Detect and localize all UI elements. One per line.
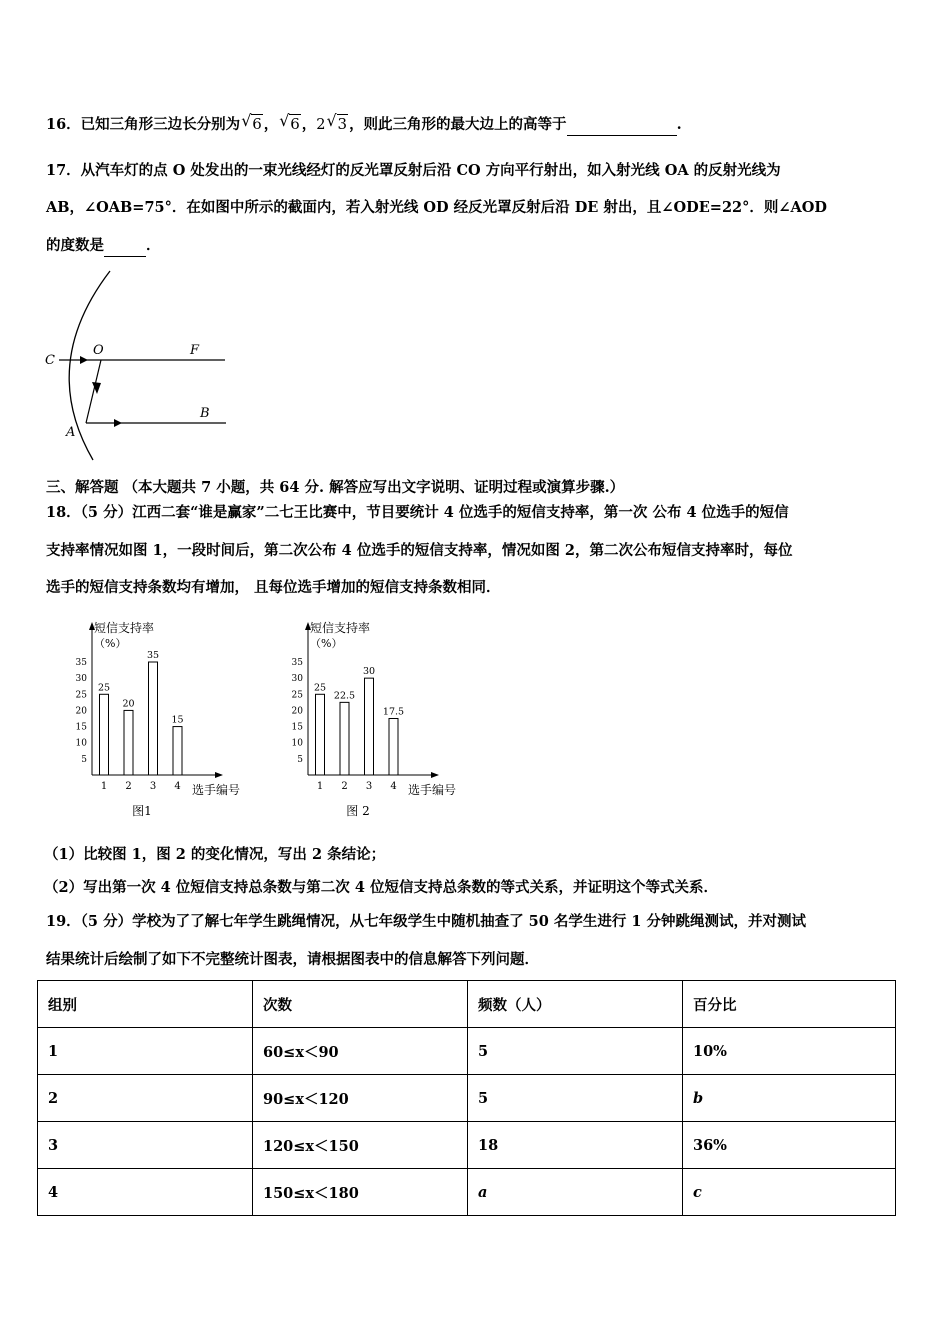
y-tick-label: 20 <box>291 706 303 717</box>
header-percentage: 百分比 <box>683 981 896 1028</box>
x-axis-label: 选手编号 <box>408 783 457 797</box>
header-group: 组别 <box>38 981 253 1028</box>
bar-chart-figure-1 <box>62 616 252 821</box>
cell-percentage: 10% <box>683 1028 896 1075</box>
x-tick-label: 4 <box>390 781 397 792</box>
arrow-ab <box>114 419 122 427</box>
cell-frequency: 18 <box>468 1122 683 1169</box>
cell-group: 1 <box>38 1028 253 1075</box>
bar-value-label: 17.5 <box>382 706 405 718</box>
answer-blank-16[interactable] <box>567 115 677 136</box>
bar <box>365 678 374 775</box>
y-tick-label: 30 <box>75 674 87 685</box>
y-tick-label: 35 <box>291 658 303 668</box>
label-b: B <box>200 406 210 421</box>
question-18-part1: （1）比较图 1，图 2 的变化情况，写出 2 条结论； <box>44 846 386 863</box>
frequency-table <box>37 980 896 1216</box>
question-18-line1: 18．（5 分）江西二套“谁是赢家”二七王比赛中，节目要统计 4 位选手的短信支持率，第一次 公布 4 位选手的短信 <box>46 504 789 521</box>
bar-chart-figure-2 <box>278 616 468 821</box>
header-count: 次数 <box>253 981 468 1028</box>
coef-2: 2 <box>316 117 326 133</box>
y-tick-label: 10 <box>75 738 87 749</box>
x-tick-label: 1 <box>100 781 108 792</box>
q16-prefix: 16．已知三角形三边长分别为 <box>46 116 241 133</box>
sqrt-6-a: √ 6 <box>241 114 263 134</box>
question-17-line2: AB，∠OAB=75°．在如图中所示的截面内，若入射光线 OD 经反光罩反射后沿 DE 射出，且∠ODE=22°．则∠AOD <box>46 199 827 216</box>
bar-value-label: 25 <box>97 682 111 694</box>
y-tick-label: 35 <box>75 658 87 668</box>
x-tick-label: 3 <box>149 781 157 792</box>
y-tick-label: 20 <box>75 706 87 717</box>
question-16: 16．已知三角形三边长分别为√ 6 ，√ 6 ，2√ 3 ，则此三角形的最大边上的高等于 . <box>46 114 682 136</box>
y-tick-label: 5 <box>297 754 303 765</box>
label-c: C <box>45 353 55 368</box>
y-tick-label: 5 <box>81 754 87 765</box>
cell-range: 60≤x＜90 <box>253 1028 468 1075</box>
ray-oa <box>86 360 101 423</box>
question-18-line3: 选手的短信支持条数均有增加， 且每位选手增加的短信支持条数相同． <box>46 579 501 596</box>
table-row <box>38 1122 896 1169</box>
bar-value-label: 35 <box>146 650 160 661</box>
y-axis-label: 短信支持率 <box>310 621 371 635</box>
y-axis-unit: （%） <box>310 637 343 650</box>
x-axis-arrow <box>215 772 223 778</box>
bar <box>124 710 133 775</box>
cell-frequency: a <box>468 1169 683 1216</box>
y-axis-label: 短信支持率 <box>94 621 155 635</box>
table-row <box>38 1169 896 1216</box>
cell-group: 4 <box>38 1169 253 1216</box>
bar-value-label: 30 <box>362 666 376 678</box>
cell-range: 90≤x＜120 <box>253 1075 468 1122</box>
bar <box>149 662 158 775</box>
cell-frequency: 5 <box>468 1028 683 1075</box>
cell-frequency: 5 <box>468 1075 683 1122</box>
label-o: O <box>93 343 104 358</box>
bar <box>340 702 349 775</box>
y-tick-label: 15 <box>291 722 303 733</box>
question-18-line2: 支持率情况如图 1，一段时间后，第二次公布 4 位选手的短信支持率，情况如图 2，第二次公布短信支持率时，每位 <box>46 542 793 559</box>
bar-value-label: 25 <box>313 682 327 694</box>
cell-percentage: 36% <box>683 1122 896 1169</box>
label-a: A <box>66 425 76 440</box>
figure-caption: 图1 <box>132 804 152 818</box>
section-3-header: 三、解答题 （本大题共 7 小题，共 64 分. 解答应写出文字说明、证明过程或演算步骤.） <box>46 479 625 496</box>
cell-percentage: c <box>683 1169 896 1216</box>
bar-value-label: 15 <box>171 714 184 726</box>
y-tick-label: 15 <box>75 722 87 733</box>
x-axis-arrow <box>431 772 439 778</box>
x-tick-label: 2 <box>341 781 348 792</box>
header-frequency: 频数（人） <box>468 981 683 1028</box>
y-axis-unit: （%） <box>94 637 127 650</box>
question-19-line1: 19．（5 分）学校为了了解七年学生跳绳情况，从七年级学生中随机抽查了 50 名学生进行 1 分钟跳绳测试，并对测试 <box>46 913 807 930</box>
answer-blank-17[interactable] <box>104 236 146 257</box>
bar <box>100 694 109 775</box>
table-header-row <box>38 981 896 1028</box>
bar <box>389 719 398 776</box>
x-tick-label: 1 <box>316 781 324 792</box>
question-18-part2: （2）写出第一次 4 位短信支持总条数与第二次 4 位短信支持总条数的等式关系，并证明这个等式关系． <box>44 879 718 896</box>
reflector-figure <box>38 265 238 465</box>
figure-caption: 图 2 <box>346 804 370 818</box>
cell-group: 3 <box>38 1122 253 1169</box>
table-row <box>38 1075 896 1122</box>
y-tick-label: 30 <box>291 674 303 685</box>
q16-suffix: ，则此三角形的最大边上的高等于 <box>349 116 567 133</box>
x-tick-label: 3 <box>365 781 373 792</box>
bar <box>173 727 182 775</box>
cell-percentage: b <box>683 1075 896 1122</box>
x-tick-label: 2 <box>125 781 132 792</box>
sqrt-3: √ 3 <box>327 114 349 134</box>
y-tick-label: 25 <box>291 690 303 701</box>
cell-range: 150≤x＜180 <box>253 1169 468 1216</box>
y-tick-label: 10 <box>291 738 303 749</box>
y-tick-label: 25 <box>75 690 87 701</box>
bar-value-label: 20 <box>122 698 135 710</box>
cell-group: 2 <box>38 1075 253 1122</box>
question-17-line1: 17．从汽车灯的点 O 处发出的一束光线经灯的反光罩反射后沿 CO 方向平行射出，如入射光线 OA 的反射光线为 <box>46 162 781 179</box>
arrow-co <box>80 356 88 364</box>
label-f: F <box>190 343 200 358</box>
bar-value-label: 22.5 <box>333 690 356 702</box>
x-tick-label: 4 <box>174 781 181 792</box>
sqrt-6-b: √ 6 <box>279 114 301 134</box>
cell-range: 120≤x＜150 <box>253 1122 468 1169</box>
question-17-line3: 的度数是 ． <box>46 236 161 257</box>
question-19-line2: 结果统计后绘制了如下不完整统计图表，请根据图表中的信息解答下列问题． <box>46 951 539 968</box>
x-axis-label: 选手编号 <box>192 783 241 797</box>
table-row <box>38 1028 896 1075</box>
bar <box>316 694 325 775</box>
